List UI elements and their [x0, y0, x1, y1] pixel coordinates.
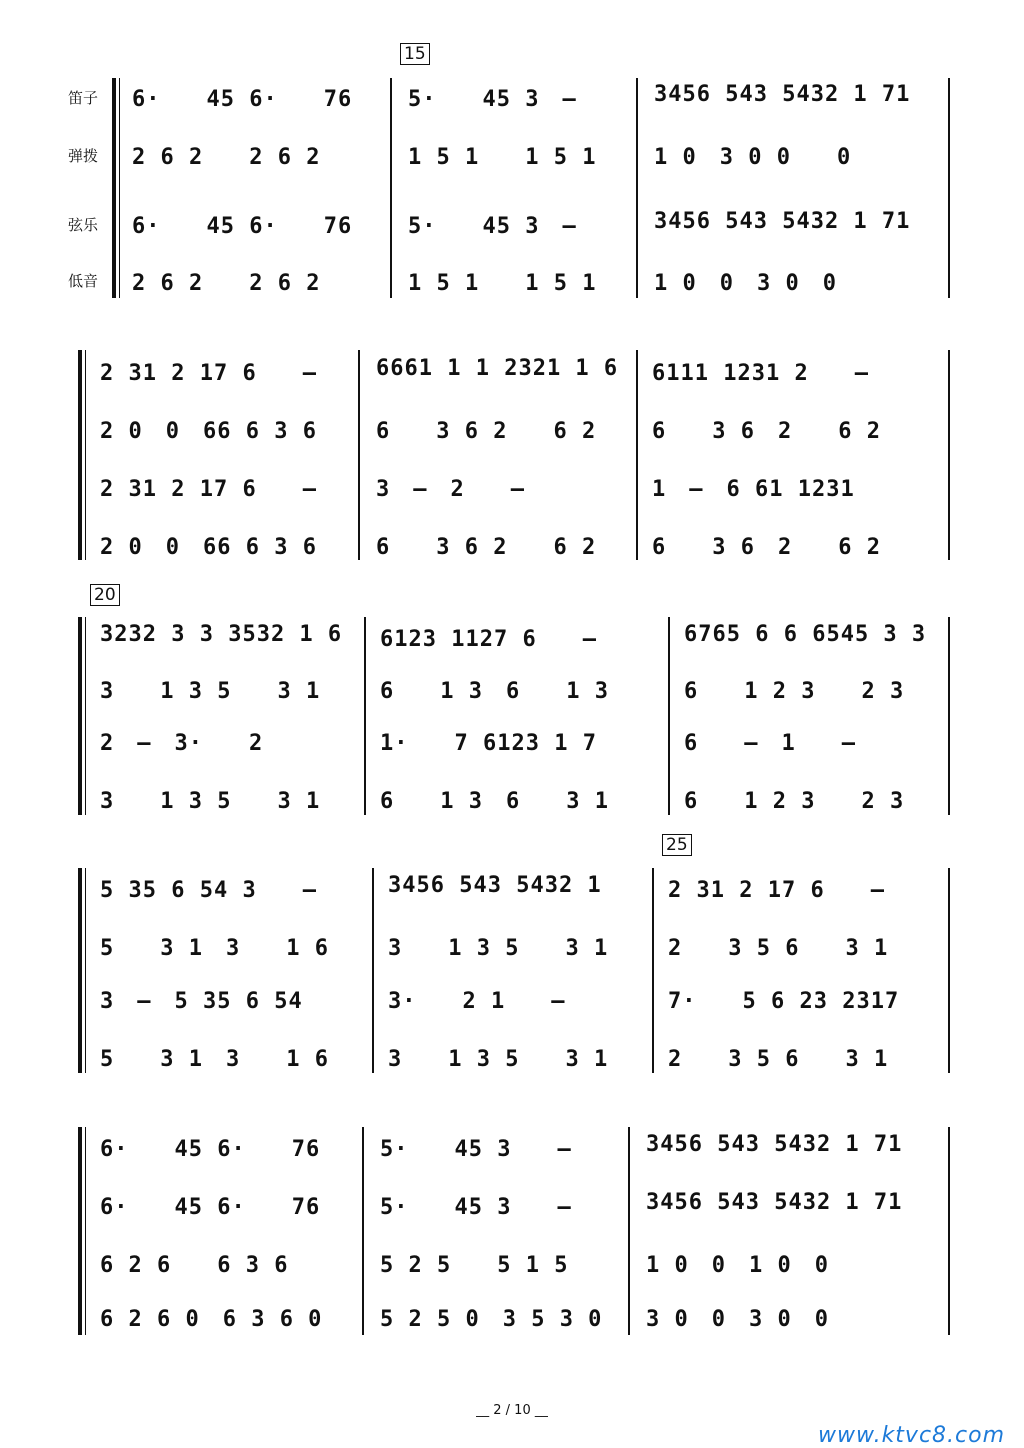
staff-row-dizi [0, 82, 1024, 122]
instrument-label-tanbo: 弹拨 [67, 147, 98, 165]
measure: 3· 2 1 – [388, 989, 566, 1014]
measure-number-20: 20 [90, 584, 120, 606]
measure: 3232 3 3 3532 1 6 [100, 622, 343, 647]
measure: 7· 5 6 23 2317 [668, 989, 900, 1014]
measure: 6 – 1 – [684, 731, 856, 756]
measure-number-25: 25 [662, 834, 692, 856]
measure: 1· 7 6123 1 7 [380, 731, 597, 756]
measure: 3456 543 5432 1 71 [654, 82, 911, 107]
instrument-label-dizi: 笛子 [67, 89, 98, 107]
measure: 2 6 2 2 6 2 [132, 271, 321, 296]
measure: 6 1 2 3 2 3 [684, 789, 905, 814]
measure: 3456 543 5432 1 [388, 873, 602, 898]
measure: 5· 45 3 – [380, 1137, 572, 1162]
staff-row-tanbo [0, 140, 1024, 180]
measure: 5 2 5 0 3 5 3 0 [380, 1307, 603, 1332]
staff-row-diyin [0, 266, 1024, 306]
measure: 5· 45 3 – [408, 87, 577, 112]
measure: 3 – 2 – [376, 477, 525, 502]
measure: 6 3 6 2 6 2 [376, 535, 597, 560]
measure: 6123 1127 6 – [380, 627, 597, 652]
measure: 2 3 5 6 3 1 [668, 936, 889, 961]
measure: 3456 543 5432 1 71 [654, 209, 911, 234]
measure: 6 3 6 2 6 2 [376, 419, 597, 444]
measure-number-15: 15 [400, 43, 430, 65]
measure: 5 3 1 3 1 6 [100, 936, 329, 961]
measure: 2 – 3· 2 [100, 731, 264, 756]
instrument-label-diyin: 低音 [67, 272, 98, 290]
measure: 3 – 5 35 6 54 [100, 989, 303, 1014]
measure: 2 0 0 66 6 3 6 [100, 419, 317, 444]
measure: 3 1 3 5 3 1 [388, 936, 609, 961]
measure: 1 0 0 1 0 0 [646, 1253, 829, 1278]
measure: 6661 1 1 2321 1 6 [376, 356, 619, 381]
measure: 3 0 0 3 0 0 [646, 1307, 829, 1332]
measure: 3456 543 5432 1 71 [646, 1132, 903, 1157]
measure: 6· 45 6· 76 [100, 1137, 321, 1162]
measure: 5 3 1 3 1 6 [100, 1047, 329, 1072]
measure: 6· 45 6· 76 [100, 1195, 321, 1220]
measure: 6 2 6 6 3 6 [100, 1253, 289, 1278]
measure: 6 1 3 6 1 3 [380, 679, 609, 704]
measure: 6765 6 6 6545 3 3 [684, 622, 927, 647]
measure: 6· 45 6· 76 [132, 87, 353, 112]
measure: 2 0 0 66 6 3 6 [100, 535, 317, 560]
measure: 1 0 0 3 0 0 [654, 271, 837, 296]
measure: 6 3 6 2 6 2 [652, 419, 881, 444]
measure: 5 2 5 5 1 5 [380, 1253, 569, 1278]
measure: 3456 543 5432 1 71 [646, 1190, 903, 1215]
measure: 2 31 2 17 6 – [100, 361, 317, 386]
page-number: __ 2 / 10 __ [476, 1403, 548, 1418]
measure: 2 6 2 2 6 2 [132, 145, 321, 170]
measure: 5· 45 3 – [380, 1195, 572, 1220]
measure: 1 5 1 1 5 1 [408, 145, 597, 170]
measure: 5· 45 3 – [408, 214, 577, 239]
measure: 3 1 3 5 3 1 [388, 1047, 609, 1072]
measure: 3 1 3 5 3 1 [100, 679, 321, 704]
measure: 2 31 2 17 6 – [668, 878, 885, 903]
measure: 6 2 6 0 6 3 6 0 [100, 1307, 323, 1332]
measure: 3 1 3 5 3 1 [100, 789, 321, 814]
measure: 6 1 3 6 3 1 [380, 789, 609, 814]
measure: 5 35 6 54 3 – [100, 878, 317, 903]
measure: 2 31 2 17 6 – [100, 477, 317, 502]
measure: 1 0 3 0 0 0 [654, 145, 852, 170]
measure: 1 5 1 1 5 1 [408, 271, 597, 296]
measure: 2 3 5 6 3 1 [668, 1047, 889, 1072]
instrument-label-xianyue: 弦乐 [67, 216, 98, 234]
measure: 1 – 6 61 1231 [652, 477, 855, 502]
watermark: www.ktvc8.com [818, 1423, 1006, 1448]
measure: 6111 1231 2 – [652, 361, 869, 386]
measure: 6 1 2 3 2 3 [684, 679, 905, 704]
measure: 6· 45 6· 76 [132, 214, 353, 239]
measure: 6 3 6 2 6 2 [652, 535, 881, 560]
staff-row-xianyue [0, 209, 1024, 249]
